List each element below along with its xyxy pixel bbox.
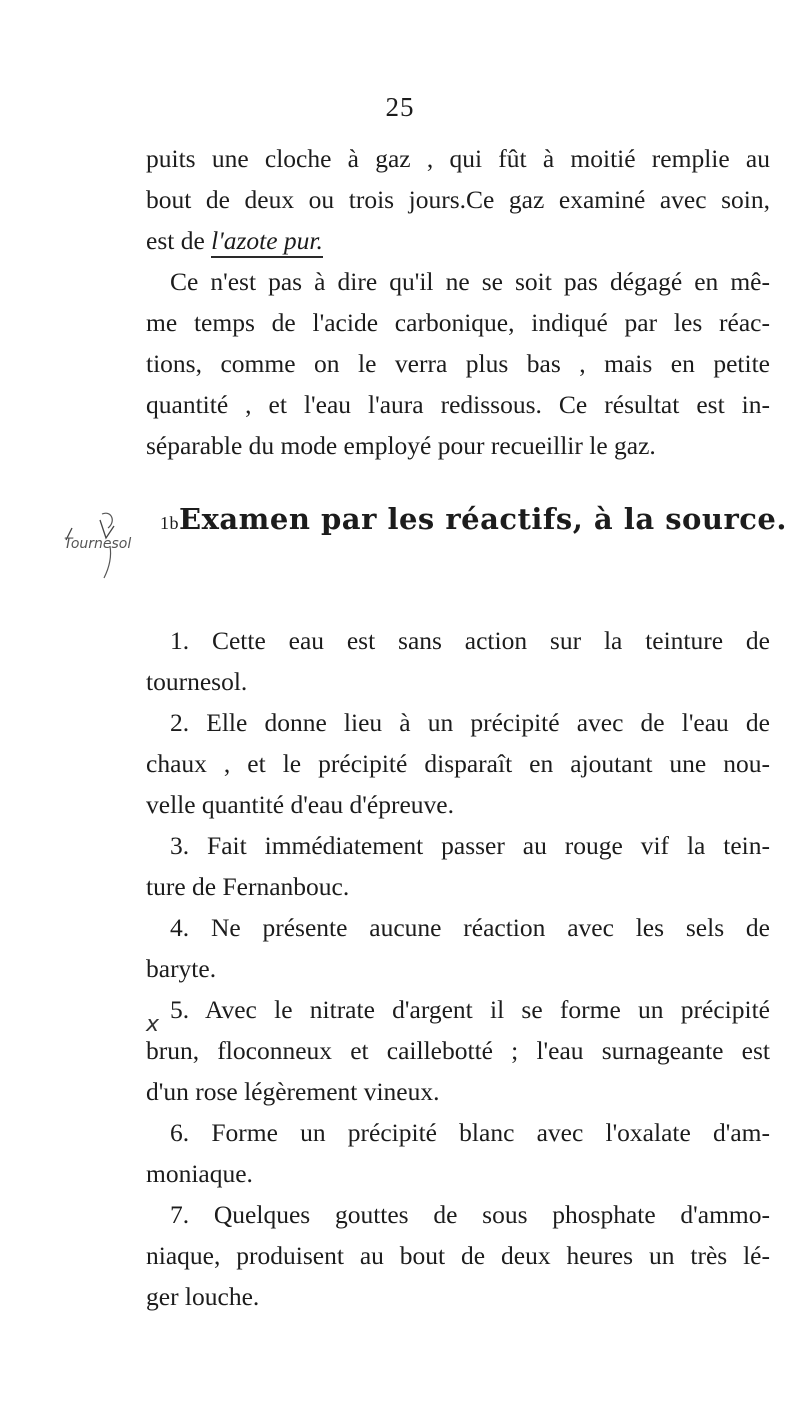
heading-text: Examen par les réactifs, à la source.: [179, 502, 787, 536]
list-item-line: velle quantité d'eau d'épreuve.: [146, 790, 454, 819]
list-item-line: ture de Fernanbouc.: [146, 872, 350, 901]
heading-prefix: 1b: [160, 513, 179, 533]
margin-handwriting-text: Tournesol: [64, 536, 132, 552]
paragraph-acide-carbonique: [146, 261, 770, 466]
text-line: tions, comme on le verra plus bas , mais en petite: [146, 349, 770, 378]
underlined-emphasis: l'azote pur.: [211, 226, 323, 258]
list-item-line: 1. Cette eau est sans action sur la teinture de: [170, 626, 770, 655]
text-line: bout de deux ou trois jours.Ce gaz examiné avec soin,: [146, 185, 770, 214]
text-line: me temps de l'acide carbonique, indiqué par les réac-: [146, 308, 770, 337]
list-item-line: 4. Ne présente aucune réaction avec les sels de: [170, 913, 770, 942]
list-item-line: tournesol.: [146, 667, 248, 696]
list-item-line: 3. Fait immédiatement passer au rouge vif la tein-: [170, 831, 770, 860]
section-heading: [160, 502, 787, 536]
list-item-line: brun, floconneux et caillebotté ; l'eau surnageante est: [146, 1036, 770, 1065]
paragraph-azote: [146, 138, 770, 261]
text-fragment: est de: [146, 226, 205, 255]
list-item-line: niaque, produisent au bout de deux heures un très lé-: [146, 1241, 770, 1270]
text-line: [146, 220, 770, 261]
text-line: puits une cloche à gaz , qui fût à moitié remplie au: [146, 144, 770, 173]
list-item-line: ger louche.: [146, 1282, 260, 1311]
list-item-line: 2. Elle donne lieu à un précipité avec de l'eau de: [170, 708, 770, 737]
margin-x-mark: x: [146, 1012, 160, 1037]
text-line: Ce n'est pas à dire qu'il ne se soit pas dégagé en mê-: [170, 267, 770, 296]
list-item-line: moniaque.: [146, 1159, 253, 1188]
page-number: 25: [385, 92, 415, 122]
list-item-line: 7. Quelques gouttes de sous phosphate d'ammo-: [170, 1200, 770, 1229]
list-item-line: 6. Forme un précipité blanc avec l'oxalate d'am-: [170, 1118, 770, 1147]
reaction-list: [146, 620, 770, 1317]
text-line: séparable du mode employé pour recueillir le gaz.: [146, 431, 656, 460]
list-item-line: chaux , et le précipité disparaît en ajoutant une nou-: [146, 749, 770, 778]
list-item-line: d'un rose légèrement vineux.: [146, 1077, 440, 1106]
text-line: quantité , et l'eau l'aura redissous. Ce résultat est in-: [146, 390, 770, 419]
list-item-line: baryte.: [146, 954, 217, 983]
list-item-line: 5. Avec le nitrate d'argent il se forme un précipité: [170, 995, 770, 1024]
